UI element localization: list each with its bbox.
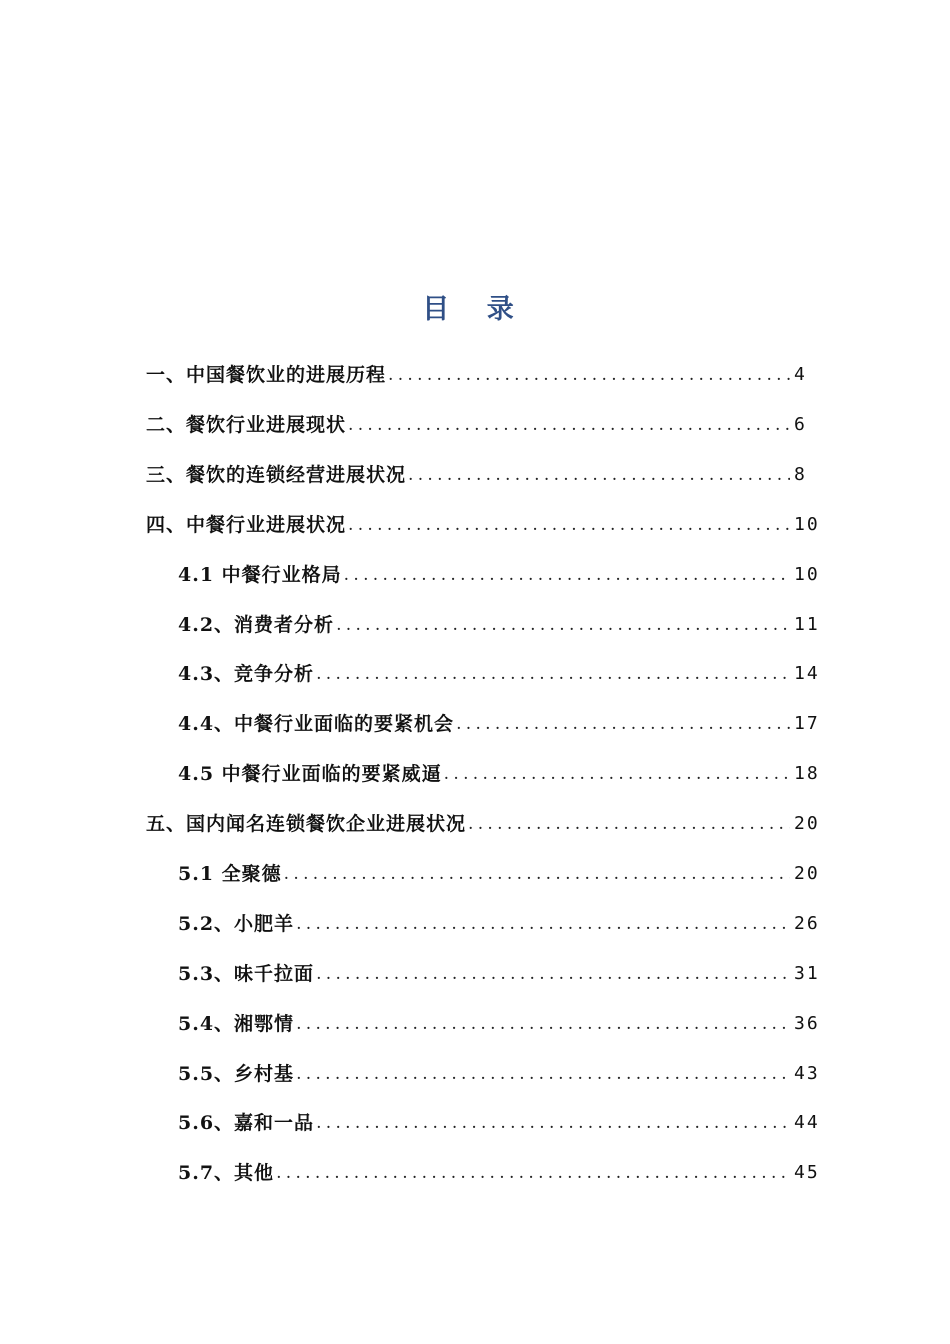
toc-entry-label: 5.2、小肥羊 [178, 913, 295, 935]
toc-entry-page: 14 [794, 663, 820, 684]
toc-leader-dots [348, 512, 790, 538]
toc-entry-page: 44 [794, 1112, 820, 1133]
toc-entry-label: 5.4、湘鄂情 [178, 1013, 295, 1035]
toc-entry[interactable] [178, 889, 820, 937]
toc-leader-dots [316, 661, 790, 687]
toc-entry[interactable] [146, 440, 806, 488]
toc-entry-page: 20 [794, 863, 820, 884]
toc-entry-label: 5.5、乡村基 [178, 1063, 295, 1085]
toc-entry[interactable] [146, 390, 806, 438]
toc-entry[interactable] [178, 639, 820, 687]
toc-entry[interactable] [178, 839, 820, 887]
toc-leader-dots [316, 1110, 790, 1136]
toc-entry-page: 26 [794, 913, 820, 934]
toc-entry-label: 一、中国餐饮业的进展历程 [146, 364, 387, 386]
toc-entry-label: 4.4、中餐行业面临的要紧机会 [178, 713, 455, 735]
toc-entry-page: 17 [794, 713, 820, 734]
toc-entry[interactable] [178, 989, 820, 1037]
toc-leader-dots [408, 462, 790, 488]
toc-entry[interactable] [146, 340, 806, 388]
toc-entry[interactable] [178, 1138, 820, 1186]
toc-entry[interactable] [178, 689, 820, 737]
toc-entry-label: 5.1 全聚德 [178, 863, 282, 885]
toc-entry-page: 20 [794, 813, 820, 834]
toc-leader-dots [296, 1011, 790, 1037]
toc-leader-dots [336, 612, 790, 638]
toc-entry[interactable] [146, 789, 820, 837]
toc-entry-page: 45 [794, 1162, 820, 1183]
toc-entry-label: 5.6、嘉和一品 [178, 1112, 315, 1134]
toc-entry-label: 4.2、消费者分析 [178, 614, 335, 636]
toc-leader-dots [444, 761, 790, 787]
toc-entry-page: 8 [794, 464, 807, 485]
toc-entry-label: 三、餐饮的连锁经营进展状况 [146, 464, 407, 486]
toc-leader-dots [276, 1160, 790, 1186]
toc-entry-page: 6 [794, 414, 807, 435]
toc-entry[interactable] [146, 490, 820, 538]
toc-entry-page: 31 [794, 963, 820, 984]
toc-leader-dots [468, 811, 790, 837]
toc-entry[interactable] [178, 540, 820, 588]
toc-entry-page: 18 [794, 763, 820, 784]
toc-entry[interactable] [178, 1088, 820, 1136]
toc-entry[interactable] [178, 1039, 820, 1087]
toc-entry[interactable] [178, 939, 820, 987]
toc-leader-dots [348, 412, 790, 438]
toc-entry-label: 5.3、味千拉面 [178, 963, 315, 985]
toc-leader-dots [316, 961, 790, 987]
toc-entry[interactable] [178, 739, 820, 787]
toc-entry-label: 4.3、竞争分析 [178, 663, 315, 685]
toc-entry-label: 五、国内闻名连锁餐饮企业进展状况 [146, 813, 467, 835]
toc-title: 目 录 [422, 294, 528, 325]
toc-entry-label: 4.1 中餐行业格局 [178, 564, 342, 586]
toc-entry-page: 43 [794, 1063, 820, 1084]
toc-entry-label: 4.5 中餐行业面临的要紧威逼 [178, 763, 442, 785]
toc-entry-page: 36 [794, 1013, 820, 1034]
toc-entry-page: 10 [794, 564, 820, 585]
toc-leader-dots [344, 562, 790, 588]
toc-entry-label: 5.7、其他 [178, 1162, 275, 1184]
toc-entry-page: 11 [794, 614, 820, 635]
toc-entry-label: 四、中餐行业进展状况 [146, 514, 347, 536]
toc-leader-dots [456, 711, 790, 737]
toc-entry-page: 4 [794, 364, 807, 385]
toc-leader-dots [284, 861, 790, 887]
toc-leader-dots [388, 362, 790, 388]
toc-entry-page: 10 [794, 514, 820, 535]
toc-entry-label: 二、餐饮行业进展现状 [146, 414, 347, 436]
toc-leader-dots [296, 1061, 790, 1087]
toc-entry[interactable] [178, 590, 820, 638]
toc-leader-dots [296, 911, 790, 937]
